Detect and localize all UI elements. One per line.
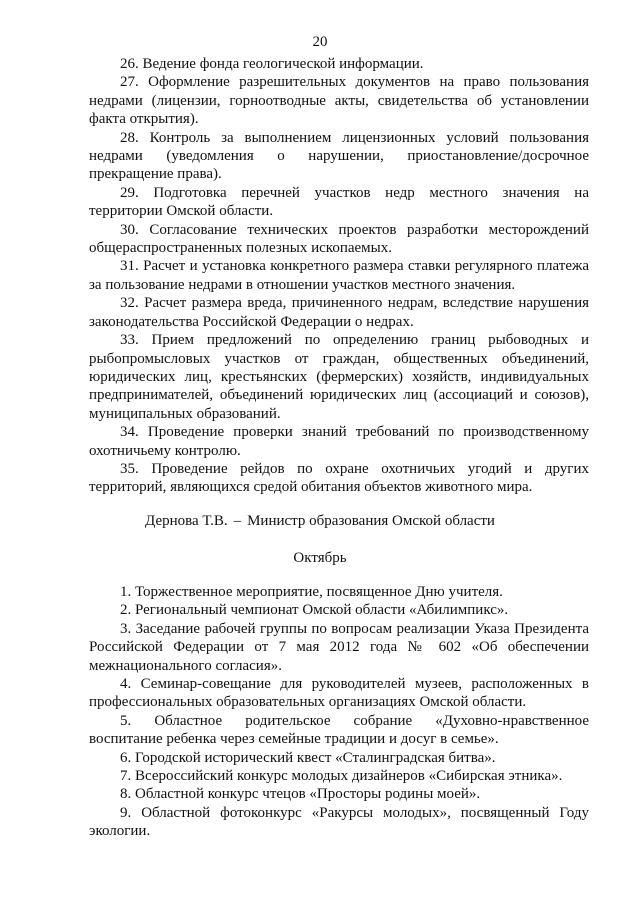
- list-item: 4. Семинар-совещание для руководителей музеев, расположенных в профессиональных образовательных организациях Омской области.: [89, 676, 589, 711]
- page-number: 20: [312, 34, 328, 50]
- official-separator: –: [233, 513, 242, 529]
- list-item: 29. Подготовка перечней участков недр местного значения на территории Омской области.: [89, 184, 589, 220]
- list-item: 30. Согласование технических проектов разработки месторождений общераспространенных полезных ископаемых.: [89, 221, 589, 257]
- list-item: 3. Заседание рабочей группы по вопросам реализации Указа Президента Российской Федерации от 7 мая 2012 года № 602 «Об обеспечении межнационального согласия».: [89, 620, 589, 674]
- list-item: 28. Контроль за выполнением лицензионных условий пользования недрами (уведомления о нарушении, приостановление/досрочное прекращение права).: [89, 129, 589, 183]
- list-item: 32. Расчет размера вреда, причиненного недрам, вследствие нарушения законодательства Российской Федерации о недрах.: [89, 295, 589, 330]
- list-item: 34. Проведение проверки знаний требований по производственному охотничьему контролю.: [89, 424, 589, 459]
- list-item: 26. Ведение фонда геологической информации.: [120, 56, 424, 72]
- section-1-list: [89, 55, 589, 497]
- list-item: 31. Расчет и установка конкретного размера ставки регулярного платежа за пользование недрами в отношении участков местного значения.: [89, 258, 589, 293]
- list-item: 33. Прием предложений по определению границ рыбоводных и рыбопромысловых участков от граждан, общественных объединений, юридических лиц, крестьянских (фермерских) хозяйств, индивидуальных предпринимателей, объединений юридических лиц (ассоциаций и союзов), муниципальных образований.: [89, 332, 589, 422]
- section-2-list: [89, 583, 589, 841]
- list-item: 7. Всероссийский конкурс молодых дизайнеров «Сибирская этника».: [120, 768, 563, 785]
- list-item: 27. Оформление разрешительных документов на право пользования недрами (лицензии, горноотводные акты, свидетельства об установлении факта открытия).: [89, 74, 589, 128]
- list-item: 35. Проведение рейдов по охране охотничьих угодий и других территорий, являющихся средой обитания объектов животного мира.: [89, 460, 589, 496]
- official-name: Дернова Т.В.: [145, 513, 228, 529]
- official-position: Министр образования Омской области: [247, 513, 495, 529]
- list-item: 5. Областное родительское собрание «Духовно-нравственное воспитание ребенка через семейные традиции и досуг в семье».: [89, 712, 589, 748]
- official-heading: [0, 512, 640, 530]
- month-title: Октябрь: [293, 550, 347, 566]
- list-item: 9. Областной фотоконкурс «Ракурсы молодых», посвященный Году экологии.: [89, 804, 589, 840]
- list-item: 1. Торжественное мероприятие, посвященное Дню учителя.: [120, 584, 503, 600]
- list-item: 8. Областной конкурс чтецов «Просторы родины моей».: [120, 786, 481, 803]
- list-item: 6. Городской исторический квест «Сталинградская битва».: [120, 749, 496, 766]
- list-item: 2. Региональный чемпионат Омской области «Абилимпикс».: [120, 602, 509, 619]
